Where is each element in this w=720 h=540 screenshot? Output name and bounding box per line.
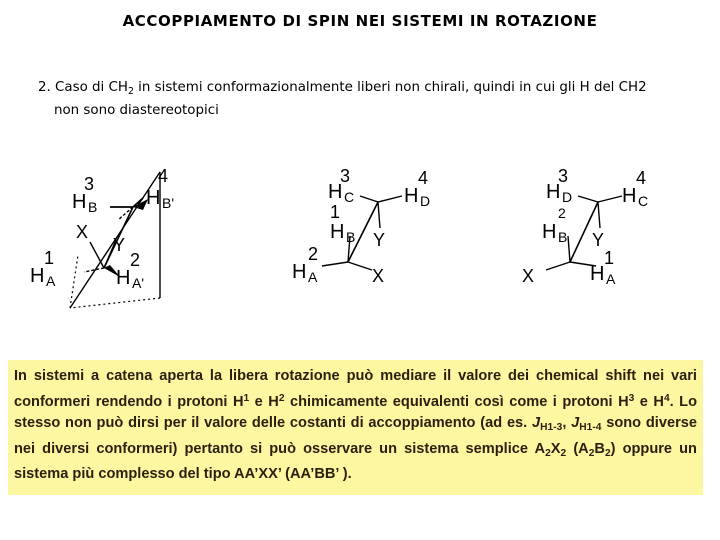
bond	[360, 196, 378, 202]
bond	[546, 262, 570, 270]
atom-subscript: B'	[162, 195, 175, 211]
point-text	[38, 78, 708, 120]
text-run: X	[550, 440, 561, 457]
atom-y: Y	[592, 230, 605, 250]
subscript: 2	[588, 447, 595, 459]
label-1: 1	[330, 202, 341, 222]
text-run: ) oppure un sistema più complesso del tipo AA’XX’ (AA’BB’ ).	[14, 440, 697, 483]
bond	[378, 196, 402, 202]
label-1: 1	[604, 248, 615, 268]
atom-x: X	[522, 266, 535, 286]
bond	[378, 202, 380, 228]
point-text-part1: Caso di CH	[55, 80, 128, 95]
label-4: 4	[158, 166, 169, 186]
atom-y: Y	[373, 230, 386, 250]
bond	[578, 196, 598, 202]
atom-subscript: B	[346, 229, 356, 245]
coupling-constant-symbol: J	[532, 415, 541, 432]
atom-h: H	[116, 267, 131, 289]
slide-title: ACCOPPIAMENTO DI SPIN NEI SISTEMI IN ROTAZIONE	[122, 12, 598, 30]
atom-h: H	[328, 181, 343, 203]
text-run: sono diverse nei diversi conformeri) pertanto si può osservare un sistema semplice A	[14, 415, 697, 457]
label-3: 3	[340, 166, 351, 186]
plane-edge	[70, 298, 160, 308]
label-3: 3	[558, 166, 569, 186]
superscript: 4	[663, 392, 670, 404]
atom-h: H	[546, 181, 561, 203]
superscript: 3	[628, 392, 635, 404]
text-run: ,	[562, 415, 572, 432]
label-2: 2	[558, 205, 566, 221]
conformer-diagrams	[0, 160, 720, 330]
bond	[598, 196, 622, 202]
text-run: B	[594, 440, 605, 457]
subscript: 2	[545, 447, 551, 459]
atom-x: X	[76, 222, 89, 242]
text-run: chimicamente equivalenti così come i protoni H	[284, 393, 629, 410]
bond	[348, 262, 372, 270]
bond	[598, 202, 600, 228]
bond	[568, 236, 570, 262]
text-run: In sistemi a catena aperta la libera rotazione può mediare il valore dei chemical shift nei vari conformeri rendendo i protoni H	[14, 368, 697, 410]
atom-y: Y	[113, 235, 126, 255]
point-text-part2: in sistemi conformazionalmente liberi non chirali, quindi in cui gli H del CH2	[133, 80, 647, 95]
atom-subscript: A	[308, 269, 318, 285]
atom-subscript: C	[344, 189, 355, 205]
label-2: 2	[130, 250, 141, 270]
atom-subscript: D	[562, 189, 573, 205]
subscript: H1-4	[579, 422, 602, 434]
atom-h: H	[146, 187, 161, 209]
coupling-constant-symbol: J	[571, 415, 580, 432]
label-4: 4	[418, 168, 429, 188]
atom-subscript: A	[606, 271, 616, 287]
point-text-line2: non sono diastereotopici	[54, 103, 219, 118]
text-run: e H	[249, 393, 279, 410]
atom-subscript: A	[46, 273, 56, 289]
explanation-text	[14, 366, 697, 486]
atom-h: H	[622, 185, 637, 207]
newman-projection-1	[292, 166, 430, 286]
subscript: 2	[604, 447, 611, 459]
label-1: 1	[44, 248, 55, 268]
text-run: e H	[634, 393, 664, 410]
conformer-diagrams-svg	[0, 160, 720, 330]
subscript: 2	[560, 447, 567, 459]
point-number: 2.	[38, 80, 51, 95]
atom-h: H	[542, 221, 557, 243]
label-3: 3	[84, 174, 95, 194]
atom-subscript: B	[558, 229, 568, 245]
atom-subscript: C	[638, 193, 649, 209]
atom-subscript: B	[88, 199, 98, 215]
text-run: . Lo stesso non può dirsi per il valore delle costanti di accoppiamento (ad es.	[14, 393, 697, 432]
plane-edge	[70, 255, 78, 308]
atom-subscript: A'	[132, 275, 145, 291]
atom-h: H	[30, 265, 45, 287]
superscript: 2	[278, 392, 285, 404]
atom-h: H	[72, 191, 87, 213]
atom-x: X	[372, 266, 385, 286]
label-2: 2	[308, 244, 319, 264]
sawhorse-projection	[30, 166, 174, 308]
atom-h: H	[590, 263, 605, 285]
atom-h: H	[330, 221, 345, 243]
atom-subscript: D	[420, 193, 431, 209]
explanation-box	[8, 360, 703, 495]
atom-h: H	[292, 261, 307, 283]
atom-h: H	[404, 185, 419, 207]
subscript: H1-3	[540, 422, 563, 434]
point-subscript: 2	[127, 86, 134, 97]
bond	[322, 262, 348, 266]
text-run: (A	[566, 440, 589, 457]
newman-projection-2	[522, 166, 648, 287]
superscript: 1	[243, 392, 250, 404]
label-4: 4	[636, 168, 647, 188]
bond	[90, 242, 104, 268]
